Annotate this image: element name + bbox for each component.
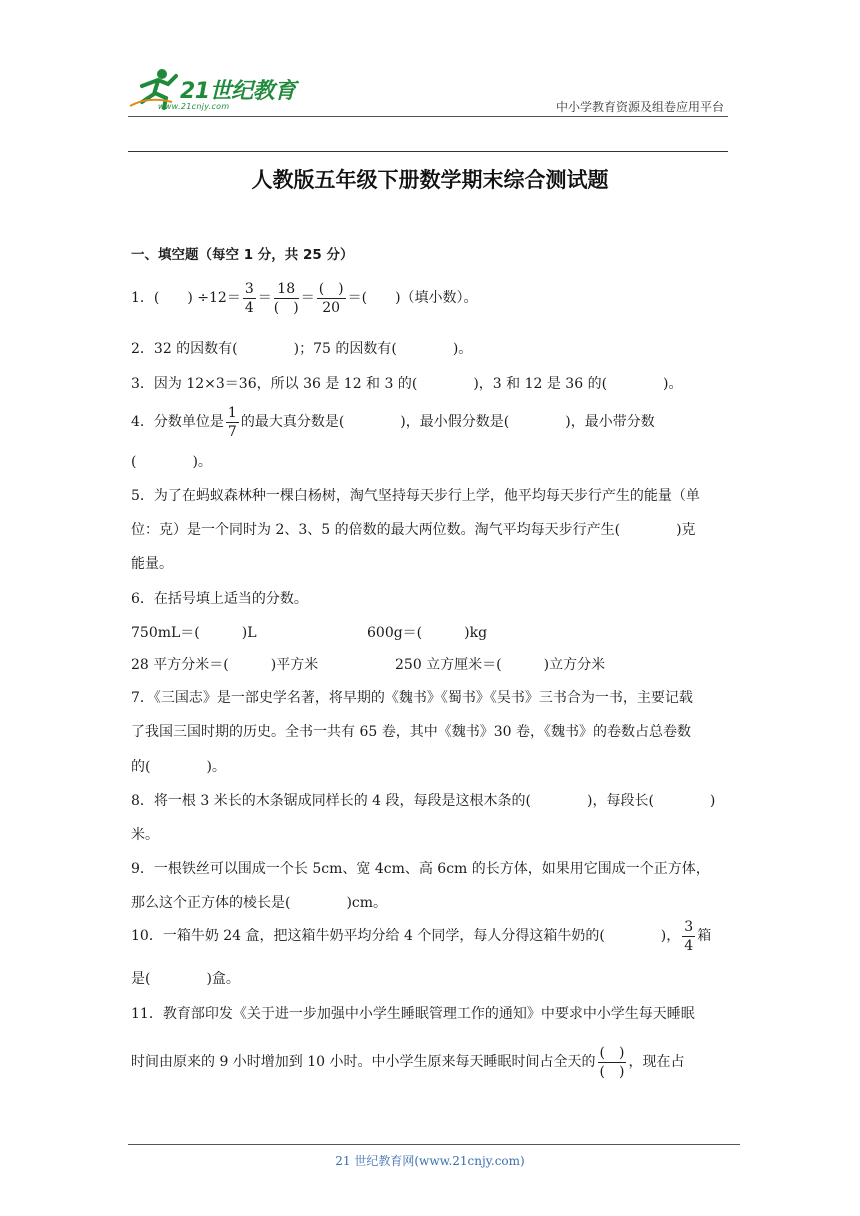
question-4	[131, 404, 655, 440]
q1-fraction-3	[317, 282, 346, 315]
q10-den: 4	[684, 937, 694, 954]
question-6-a: 750mL＝( )L	[131, 625, 257, 641]
question-6-line1: 6．在括号填上适当的分数。	[131, 591, 308, 607]
header-divider	[128, 116, 728, 117]
logo	[128, 66, 298, 118]
question-6-c: 28 平方分米＝( )平方米	[131, 657, 319, 673]
q11-post: ，现在占	[628, 1054, 685, 1070]
q4-fraction	[226, 406, 239, 439]
question-11-line2	[131, 1044, 684, 1080]
q4-num: 1	[227, 404, 237, 421]
section-heading: 一、填空题（每空 1 分，共 25 分）	[131, 247, 354, 263]
q1-f3-num: ( )	[318, 280, 344, 297]
question-9-line2: 那么这个正方体的棱长是( )cm。	[131, 895, 388, 911]
footer-link[interactable]: 21 世纪教育网(www.21cnjy.com)	[335, 1154, 525, 1168]
question-6-b: 600g＝( )kg	[367, 625, 488, 641]
q4-den: 7	[227, 423, 237, 440]
q4-pre: 4．分数单位是	[131, 414, 224, 430]
question-3: 3．因为 12×3＝36，所以 36 是 12 和 3 的( )，3 和 12 是 36 的( )。	[131, 376, 683, 392]
question-11-line1: 11．教育部印发《关于进一步加强中小学生睡眠管理工作的通知》中要求中小学生每天睡眠	[131, 1006, 695, 1022]
q10-pre: 10．一箱牛奶 24 盒，把这箱牛奶平均分给 4 个同学，每人分得这箱牛奶的( )，	[131, 928, 681, 944]
question-5-line3: 能量。	[131, 556, 173, 572]
question-9-line1: 9．一根铁丝可以围成一个长 5cm、宽 4cm、高 6cm 的长方体，如果用它围成一个正方体，	[131, 861, 710, 877]
question-1	[131, 280, 478, 316]
q11-den: ( )	[599, 1063, 625, 1080]
question-10-line2: 是( )盒。	[131, 971, 240, 987]
q1-fraction-2	[274, 282, 299, 315]
q11-fraction	[598, 1046, 627, 1079]
q1-f1-den: 4	[244, 299, 254, 316]
q10-post: 箱	[697, 928, 712, 944]
question-2: 2．32 的因数有( )；75 的因数有( )。	[131, 341, 473, 357]
q10-fraction	[682, 920, 695, 953]
question-8-line1: 8．将一根 3 米长的木条锯成同样长的 4 段，每段是这根木条的( )，每段长( )	[131, 793, 716, 809]
footer-divider	[128, 1144, 740, 1145]
question-5-line1: 5．为了在蚂蚁森林种一棵白杨树，淘气坚持每天步行上学，他平均每天步行产生的能量（单	[131, 488, 700, 504]
question-5-line2: 位：克）是一个同时为 2、3、5 的倍数的最大两位数。淘气平均每天步行产生( )克	[131, 522, 696, 538]
question-6-d: 250 立方厘米＝( )立方分米	[395, 657, 606, 673]
q1-fraction-1	[243, 282, 256, 315]
q1-eq2: ＝	[300, 290, 315, 306]
question-7-line3: 的( )。	[131, 759, 226, 775]
title-divider	[128, 151, 728, 152]
q1-f2-den: ( )	[273, 299, 299, 316]
logo-text: 21世纪教育	[180, 79, 296, 104]
question-4-line2: ( )。	[131, 454, 212, 470]
logo-url: www.21cnjy.com	[158, 102, 230, 111]
q1-f2-num: 18	[274, 282, 299, 299]
question-7-line1: 7．《三国志》是一部史学名著，将早期的《魏书》《蜀书》《吴书》三书合为一书，主要记载	[131, 690, 693, 706]
q1-eq1: ＝	[257, 290, 272, 306]
q11-num: ( )	[599, 1044, 625, 1061]
q1-post: ＝( )（填小数）。	[347, 290, 478, 306]
page-title: 人教版五年级下册数学期末综合测试题	[251, 168, 609, 192]
q11-pre: 时间由原来的 9 小时增加到 10 小时。中小学生原来每天睡眠时间占全天的	[131, 1054, 596, 1070]
q1-f3-den: 20	[322, 299, 341, 316]
q1-pre: 1．( ) ÷12＝	[131, 290, 241, 306]
q10-num: 3	[684, 918, 694, 935]
question-7-line2: 了我国三国时期的历史。全书一共有 65 卷，其中《魏书》30 卷，《魏书》的卷数占总卷数	[131, 724, 691, 740]
q1-f1-num: 3	[244, 280, 254, 297]
platform-label: 中小学教育资源及组卷应用平台	[555, 100, 724, 114]
q4-post: 的最大真分数是( )，最小假分数是( )，最小带分数	[240, 414, 655, 430]
question-10	[131, 918, 711, 954]
question-8-line2: 米。	[131, 827, 159, 843]
